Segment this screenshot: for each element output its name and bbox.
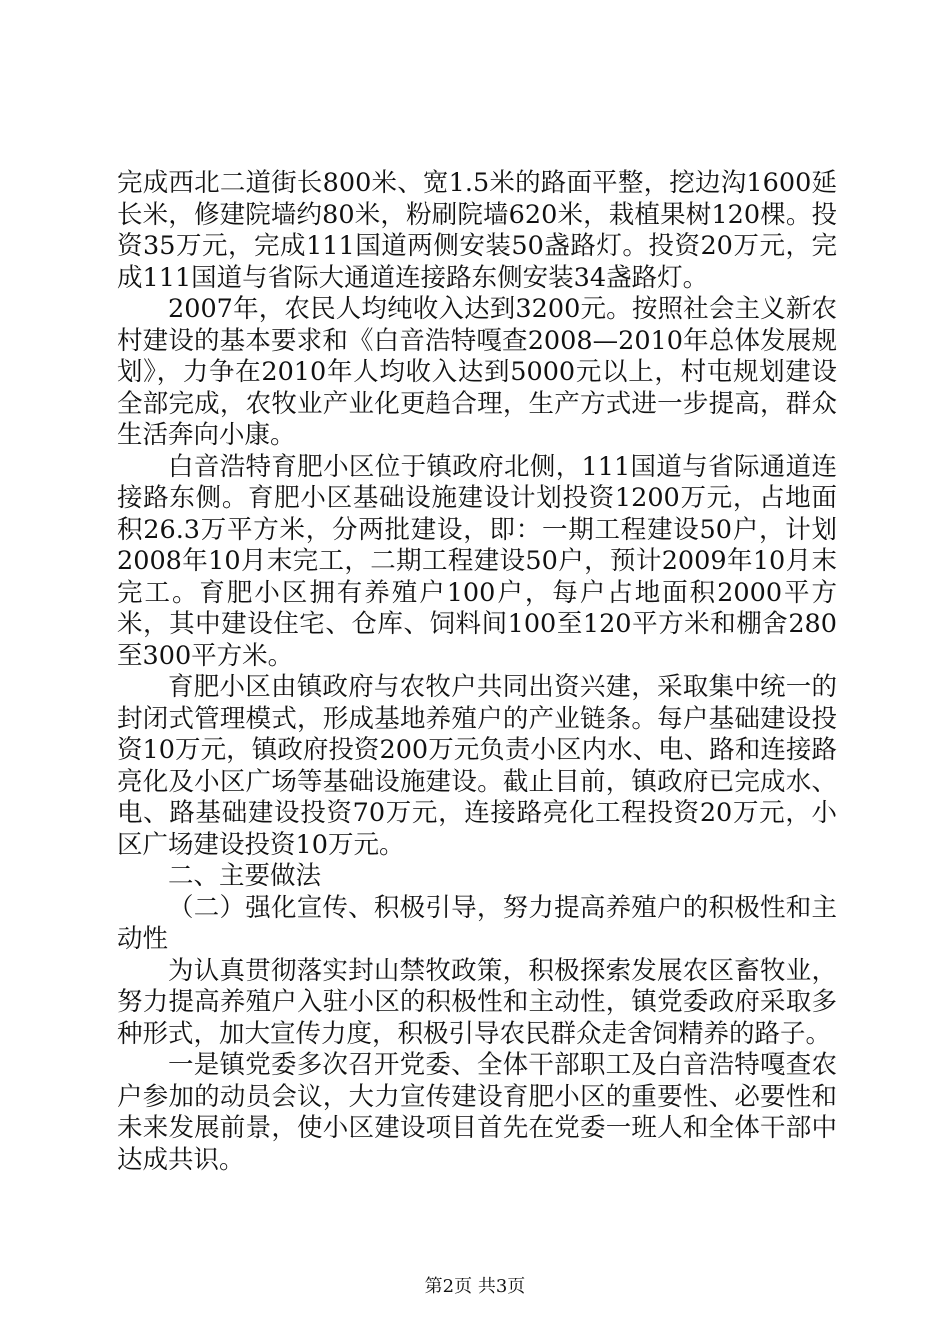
- paragraph-mobilization: 一是镇党委多次召开党委、全体干部职工及白音浩特嘎查农户参加的动员会议，大力宣传建设育肥小区的重要性、必要性和未来发展前景，使小区建设项目首先在党委一班人和全体干部中达成共识。: [117, 1050, 837, 1175]
- subsection-heading: （二）强化宣传、积极引导，努力提高养殖户的积极性和主动性: [117, 892, 837, 954]
- document-body: [117, 168, 837, 1176]
- page-number-footer: 第2页 共3页: [424, 1276, 526, 1297]
- paragraph-income: 2007年，农民人均纯收入达到3200元。按照社会主义新农村建设的基本要求和《白音浩特嘎查2008—2010年总体发展规划》，力争在2010年人均收入达到5000元以上，村屯规划建设全部完成，农牧业产业化更趋合理，生产方式进一步提高，群众生活奔向小康。: [117, 294, 837, 450]
- paragraph-investment: 育肥小区由镇政府与农牧户共同出资兴建，采取集中统一的封闭式管理模式，形成基地养殖户的产业链条。每户基础建设投资10万元，镇政府投资200万元负责小区内水、电、路和连接路亮化及小区广场等基础设施建设。截止目前，镇政府已完成水、电、路基础建设投资70万元，连接路亮化工程投资20万元，小区广场建设投资10万元。: [117, 672, 837, 860]
- section-heading: 二、主要做法: [168, 861, 322, 891]
- paragraph-policy: 为认真贯彻落实封山禁牧政策，积极探索发展农区畜牧业，努力提高养殖户入驻小区的积极性和主动性，镇党委政府采取多种形式，加大宣传力度，积极引导农民群众走舍饲精养的路子。: [117, 955, 837, 1049]
- paragraph-fattening-zone: 白音浩特育肥小区位于镇政府北侧，111国道与省际通道连接路东侧。育肥小区基础设施建设计划投资1200万元，占地面积26.3万平方米，分两批建设，即：一期工程建设50户，计划2008年10月末完工，二期工程建设50户，预计2009年10月末完工。育肥小区拥有养殖户100户，每户占地面积2000平方米，其中建设住宅、仓库、饲料间100至120平方米和棚舍280至300平方米。: [117, 451, 837, 671]
- paragraph-continuation: 完成西北二道街长800米、宽1.5米的路面平整，挖边沟1600延长米，修建院墙约80米，粉刷院墙620米，栽植果树120棵。投资35万元，完成111国道两侧安装50盏路灯。投资20万元，完成111国道与省际大通道连接路东侧安装34盏路灯。: [117, 168, 837, 293]
